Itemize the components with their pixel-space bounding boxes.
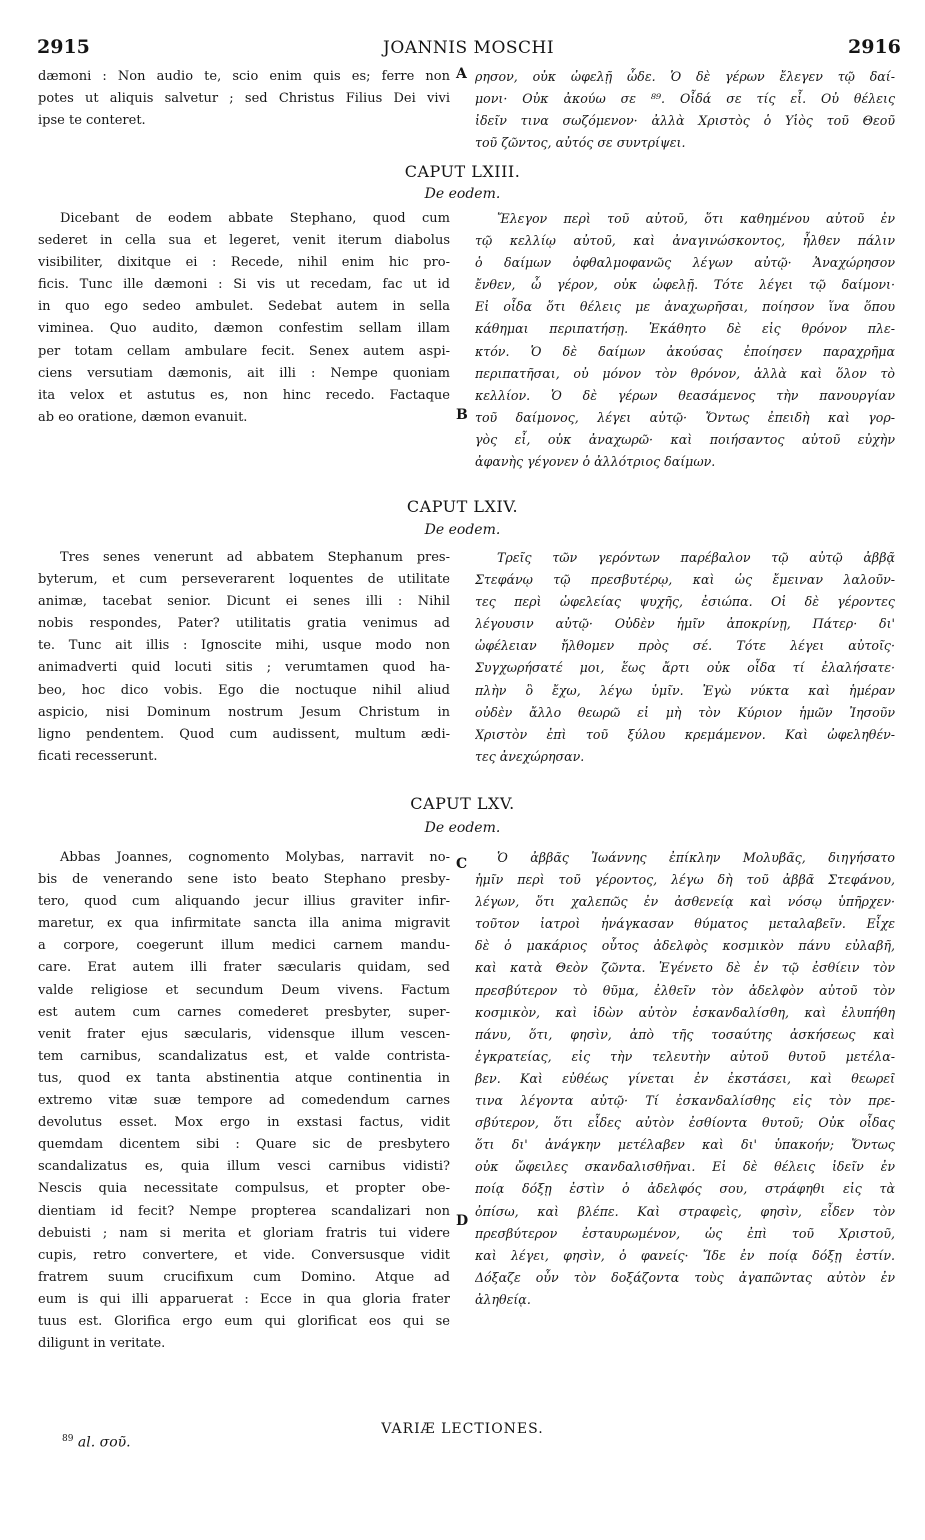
latin-line: valde religiose et secundum Deum vivens. Factum	[38, 982, 450, 998]
greek-line: ὠφέλειαν ἤλθομεν πρὸς σέ. Τότε λέγει αὐτοῖς·	[475, 638, 895, 654]
latin-line: sederet in cella sua et legeret, venit iterum diabolus	[38, 233, 450, 249]
footnote	[62, 1434, 131, 1451]
latin-line: nobis respondes, Pater? utilitatis gratia venimus ad	[38, 616, 450, 632]
greek-line: οὐκ ὤφειλες σκανδαλισθῆναι. Εἰ δὲ θέλεις ἰδεῖν ἐν	[475, 1159, 895, 1175]
greek-line: γὸς εἶ, οὐκ ἀναχωρῶ· καὶ ποιήσαντος αὐτοῦ εὐχὴν	[475, 431, 895, 447]
latin-line: tuus est. Glorifica ergo eum qui glorificat eos qui se	[38, 1313, 450, 1329]
latin-line: quemdam dicentem sibi : Quare sic de presbytero	[38, 1137, 450, 1153]
page-number-left: 2915	[37, 36, 90, 58]
latin-line: a corpore, coegerunt illum medici carnem mandu-	[38, 938, 450, 954]
greek-line: πάνυ, ὅτι, φησὶν, ἀπὸ τῆς τοσαύτης ἀσκήσεως καὶ	[475, 1026, 895, 1042]
greek-line: Ἔλεγον περὶ τοῦ αὐτοῦ, ὅτι καθημένου αὐτοῦ ἐν	[497, 211, 895, 226]
latin-line: Nescis quia necessitate compulsus, et propter obe-	[38, 1181, 450, 1197]
latin-line: debuisti ; nam si merita et gloriam fratris tui videre	[38, 1225, 450, 1241]
latin-line: visibiliter, dixitque ei : Recede, nihil enim hic pro-	[38, 255, 450, 271]
section-64-greek	[475, 547, 895, 768]
greek-line: δὲ ὁ μακάριος οὗτος ἀδελφὸς κοσμικὸν πάνυ εὐλαβῆ,	[475, 938, 895, 954]
latin-line: tero, quod cum aliquando jecur illius graviter infir-	[38, 894, 450, 910]
latin-line: dæmoni : Non audio te, scio enim quis es; ferre non	[38, 69, 450, 84]
margin-letter-d: D	[456, 1213, 469, 1229]
latin-line: venit frater ejus sæcularis, vidensque illum vescen-	[38, 1026, 450, 1042]
greek-line: Συγχωρήσατέ μοι, ἕως ἄρτι οὐκ οἶδα τί ἐλαλήσατε·	[475, 660, 895, 676]
variae-lectiones-heading: VARIÆ LECTIONES.	[381, 1421, 544, 1437]
latin-line: eum is qui illi apparuerat : Ecce in qua gloria frater	[38, 1291, 450, 1307]
greek-line: μονι· Οὐκ ἀκούω σε ⁸⁹. Οἶδά σε τίς εἶ. Οὐ θέλεις	[475, 91, 895, 107]
latin-line: maretur, ex qua infirmitate sancta illa anima migravit	[38, 916, 450, 932]
intro-latin-column	[38, 66, 450, 132]
greek-line: Δόξαζε οὖν τὸν δοξάζοντα τοὺς ἀγαπῶντας αὐτὸν ἐν	[475, 1269, 895, 1285]
latin-line: ciens versutiam dæmonis, ait illi : Nempe quoniam	[38, 365, 450, 381]
latin-line: ab eo oratione, dæmon evanuit.	[38, 409, 248, 425]
latin-line: fratrem suum crucifixum cum Domino. Atque ad	[38, 1269, 450, 1285]
latin-line: viminea. Quo audito, dæmon confestim sellam illam	[38, 321, 450, 337]
latin-line: Abbas Joannes, cognomento Molybas, narravit no-	[60, 850, 450, 865]
greek-line: ποίᾳ δόξῃ ἐστὶν ὁ ἀδελφός σου, στράφηθι εἰς τὰ	[475, 1181, 895, 1197]
footnote-number: 89	[62, 1434, 74, 1444]
greek-line: κάθημαι περιπατήσῃ. Ἐκάθητο δὲ εἰς θρόνον πλε-	[475, 321, 895, 337]
latin-line: est autem cum carnes comederet presbyter, super-	[38, 1004, 450, 1020]
greek-line: ἰδεῖν τινα σωζόμενον· ἀλλὰ Χριστὸς ὁ Υἱὸς τοῦ Θεοῦ	[475, 113, 895, 129]
greek-line: Τρεῖς τῶν γερόντων παρέβαλον τῷ αὐτῷ ἀββᾷ	[497, 550, 895, 565]
latin-line: care. Erat autem illi frater sæcularis quidam, sed	[38, 960, 450, 976]
latin-line: ita velox et astutus es, non hinc recedo. Factaque	[38, 387, 450, 403]
greek-line: ρησον, οὐκ ὠφελῇ ὧδε. Ὁ δὲ γέρων ἔλεγεν τῷ δαί-	[475, 69, 895, 84]
latin-line: ligno pendentem. Quod cum audissent, multum ædi-	[38, 726, 450, 742]
greek-line: πλὴν ὃ ἔχω, λέγω ὑμῖν. Ἐγὼ νύκτα καὶ ἡμέραν	[475, 682, 895, 698]
latin-line: bis de venerando sene isto beato Stephano presby-	[38, 872, 450, 888]
greek-line: Εἰ οἶδα ὅτι θέλεις με ἀναχωρῆσαι, ποίησον ἵνα ὅπου	[475, 299, 895, 315]
greek-line: πρεσβύτερον τὸ θῦμα, ἐλθεῖν τὸν ἀδελφὸν αὐτοῦ τὸν	[475, 982, 895, 998]
section-63-latin	[38, 208, 450, 429]
greek-line: πρεσβύτερον ἐσταυρωμένον, ὡς ἐπὶ τοῦ Χριστοῦ,	[475, 1225, 895, 1241]
latin-line: devolutus esset. Mox ergo in exstasi factus, vidit	[38, 1115, 450, 1131]
chapter-subtitle: De eodem.	[424, 820, 501, 836]
chapter-subtitle: De eodem.	[424, 522, 501, 538]
latin-line: byterum, et cum perseverarent loquentes de utilitate	[38, 572, 450, 588]
margin-letter-b: B	[456, 407, 468, 423]
intro-greek-column	[475, 66, 895, 154]
margin-letter-a: A	[456, 66, 467, 82]
greek-line: ὅτι δι' ἀνάγκην μετέλαβεν καὶ δι' ὑπακοήν; Ὄντως	[475, 1137, 895, 1153]
latin-line: tem carnibus, scandalizatus est, et valde contrista-	[38, 1048, 450, 1064]
greek-line: περιπατῆσαι, οὐ μόνον τὸν θρόνον, ἀλλὰ καὶ ὅλον τὸ	[475, 365, 895, 381]
greek-line: τες περὶ ὠφελείας ψυχῆς, ἐσιώπα. Οἱ δὲ γέροντες	[475, 594, 895, 610]
footnote-text: al. σοῦ.	[77, 1434, 131, 1451]
greek-line: κτόν. Ὁ δὲ δαίμων ἀκούσας ἐποίησεν παραχρῆμα	[475, 343, 895, 359]
greek-line: κελλίον. Ὁ δὲ γέρων θεασάμενος τὴν πανουργίαν	[475, 387, 895, 403]
greek-line: κοσμικὸν, καὶ ἰδὼν αὐτὸν ἐσκανδαλίσθη, καὶ ἐλυπήθη	[475, 1004, 895, 1020]
latin-line: cupis, retro convertere, et vide. Conversusque vidit	[38, 1247, 450, 1263]
greek-line: καὶ κατὰ Θεὸν ζῶντα. Ἐγένετο δὲ ἐν τῷ ἐσθίειν τὸν	[475, 960, 895, 976]
greek-line: τοῦ δαίμονος, λέγει αὐτῷ· Ὄντως ἐπειδὴ καὶ γορ-	[475, 409, 895, 425]
margin-letter-c: C	[456, 856, 468, 872]
greek-line: καὶ λέγει, φησὶν, ὁ φανείς· Ἴδε ἐν ποίᾳ δόξῃ ἐστίν.	[475, 1247, 895, 1263]
chapter-heading: CAPUT LXIII.	[404, 162, 521, 181]
greek-line: ἡμῖν περὶ τοῦ γέροντος, λέγω δὴ τοῦ ἀββᾶ Στεφάνου,	[475, 872, 895, 888]
greek-line: ὀπίσω, καὶ βλέπε. Καὶ στραφεὶς, φησὶν, εἶδεν τὸν	[475, 1203, 895, 1219]
latin-line: aspicio, nisi Dominum nostrum Jesum Christum in	[38, 704, 450, 720]
greek-line: λέγουσιν αὐτῷ· Οὐδὲν ἡμῖν ἀποκρίνῃ, Πάτερ· δι'	[475, 616, 895, 632]
latin-line: te. Tunc ait illis : Ignoscite mihi, usque modo non	[38, 638, 450, 654]
chapter-subtitle: De eodem.	[424, 186, 501, 202]
greek-line: σβύτερον, ὅτι εἶδες αὐτὸν ἐσθίοντα θυτοῦ; Οὐκ οἶδας	[475, 1115, 895, 1131]
latin-line: tus, quod ex tanta abstinentia atque continentia in	[38, 1070, 450, 1086]
greek-line: ἀληθείᾳ.	[475, 1291, 531, 1307]
section-63-greek	[475, 208, 895, 473]
latin-line: animadverti quid locuti sitis ; verumtamen quod ha-	[38, 660, 450, 676]
latin-line: per totam cellam ambulare fecit. Senex autem aspi-	[38, 343, 450, 359]
latin-line: animæ, tacebat senior. Dicunt ei senes illi : Nihil	[38, 594, 450, 610]
greek-line: τινα λέγοντα αὐτῷ· Τί ἐσκανδαλίσθης εἰς τὸν πρε-	[475, 1093, 895, 1109]
latin-line: dientiam id fecit? Nempe propterea scandalizari non	[38, 1203, 450, 1219]
chapter-heading: CAPUT LXIV.	[406, 497, 519, 516]
section-64-latin	[38, 547, 450, 768]
latin-line: in quo ego sedeo ambulet. Sedebat autem in sella	[38, 299, 450, 315]
greek-line: ἔνθεν, ὦ γέρον, οὐκ ὠφελῇ. Τότε λέγει τῷ δαίμονι·	[475, 277, 895, 293]
latin-line: ipse te conteret.	[38, 113, 146, 129]
greek-line: Στεφάνῳ τῷ πρεσβυτέρῳ, καὶ ὡς ἔμειναν λαλοῦν-	[475, 572, 895, 588]
latin-line: Tres senes venerunt ad abbatem Stephanum pres-	[60, 550, 450, 565]
latin-line: Dicebant de eodem abbate Stephano, quod cum	[60, 211, 450, 226]
greek-line: τῷ κελλίῳ αὐτοῦ, καὶ ἀναγινώσκοντος, ἦλθεν πάλιν	[475, 233, 895, 249]
latin-line: scandalizatus es, quia illum vesci carnibus vidisti?	[38, 1159, 450, 1175]
running-title: JOANNIS MOSCHI	[383, 38, 555, 58]
greek-line: τοῦτον ἰατροὶ ἠνάγκασαν θύματος μεταλαβεῖν. Εἶχε	[475, 916, 895, 932]
greek-line: ἀφανὴς γέγονεν ὁ ἀλλότριος δαίμων.	[475, 454, 716, 470]
latin-line: extremo vitæ suæ tempore ad comedendum carnes	[38, 1093, 450, 1109]
section-65-latin	[38, 847, 450, 1355]
latin-line: beo, hoc dico vobis. Ego die noctuque nihil aliud	[38, 682, 450, 698]
greek-line: Χριστὸν ἐπὶ τοῦ ξύλου κρεμάμενον. Καὶ ὠφεληθέν-	[475, 726, 895, 742]
greek-line: τοῦ ζῶντος, αὐτός σε συντρίψει.	[475, 135, 686, 151]
chapter-heading: CAPUT LXV.	[410, 794, 515, 813]
greek-line: οὐδὲν ἄλλο θεωρῶ εἰ μὴ τὸν Κύριον ἡμῶν Ἰησοῦν	[475, 704, 895, 720]
greek-line: βεν. Καὶ εὐθέως γίνεται ἐν ἐκστάσει, καὶ θεωρεῖ	[475, 1070, 895, 1086]
greek-line: τες ἀνεχώρησαν.	[475, 748, 585, 764]
greek-line: ὁ δαίμων ὀφθαλμοφανῶς λέγων αὐτῷ· Ἀναχώρησον	[475, 255, 895, 271]
latin-line: ficati recesserunt.	[38, 748, 158, 764]
latin-line: ficis. Tunc ille dæmoni : Si vis ut recedam, fac ut id	[38, 277, 450, 293]
latin-line: potes ut aliquis salvetur ; sed Christus Filius Dei vivi	[38, 91, 450, 107]
greek-line: ἐγκρατείας, εἰς τὴν τελευτὴν αὐτοῦ θυτοῦ μετέλα-	[475, 1048, 895, 1064]
latin-line: diligunt in veritate.	[38, 1336, 166, 1352]
greek-line: λέγων, ὅτι χαλεπῶς ἐν ἀσθενείᾳ καὶ νόσῳ ὑπῆρχεν·	[475, 894, 895, 910]
page-number-right: 2916	[848, 36, 901, 58]
greek-line: Ὁ ἀββᾶς Ἰωάννης ἐπίκλην Μολυβᾶς, διηγήσατο	[497, 850, 895, 865]
section-65-greek	[475, 847, 895, 1311]
